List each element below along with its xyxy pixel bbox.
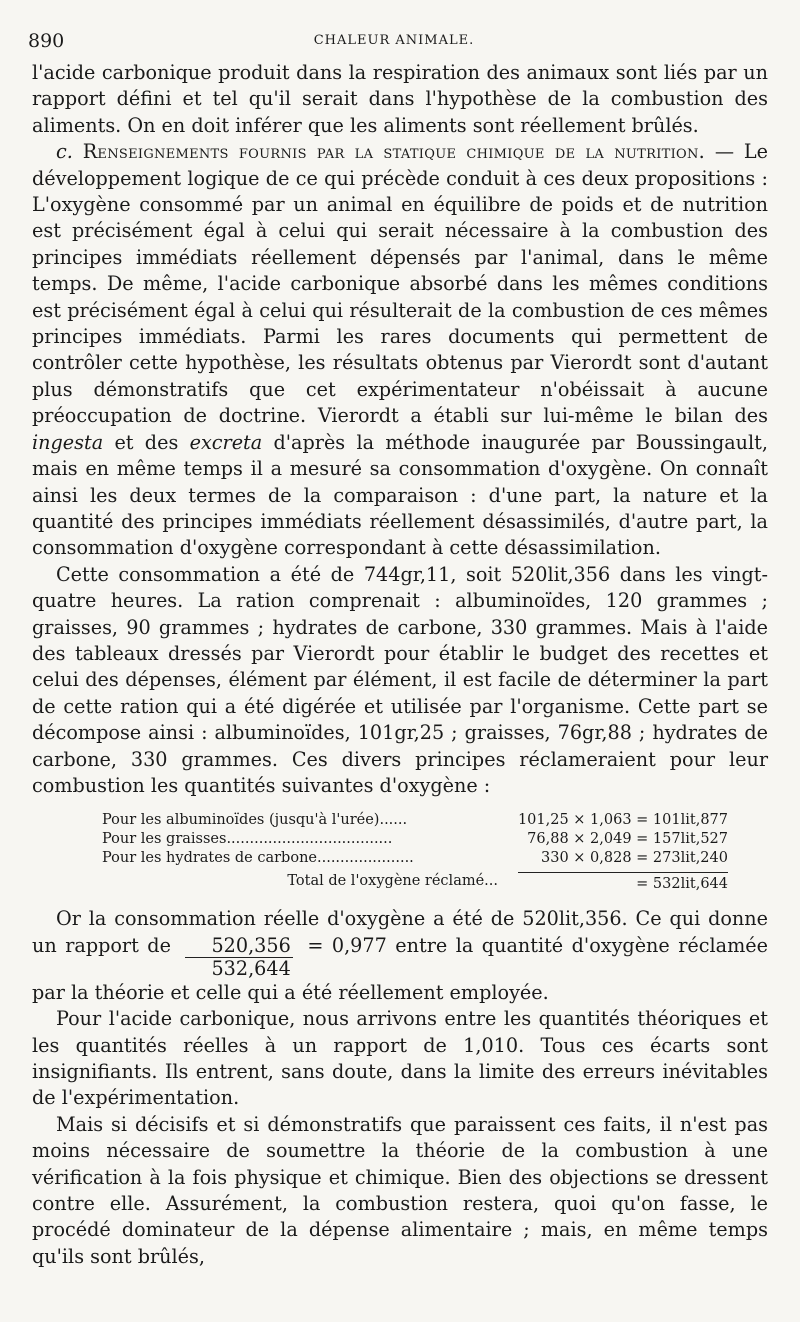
calc-total-value: = 532lit,644 [518,872,728,894]
calc-total-row [102,872,728,894]
running-title: CHALEUR ANIMALE. [313,33,475,48]
fraction-numerator: 520,356 [185,935,292,958]
paragraph-3: Cette consommation a été de 744gr,11, soit 520lit,356 dans les vingt-quatre heures. La ration comprenait : albuminoïdes, 120 grammes ; graisses, 90 grammes ; hydrates de carbone, 330 grammes. Mais à l'aide des tableaux dressés par Vierordt pour établir le budget des recettes et celui des dépenses, élément par élément, il est facile de déterminer la part de cette ration qui a été digérée et utilisée par l'organisme. Cette part se décompose ainsi : albuminoïdes, 101gr,25 ; graisses, 76gr,88 ; hydrates de carbone, 330 grammes. Ces divers principes réclameraient pour leur combustion les quantités suivantes d'oxygène : [32,562,768,797]
page-number: 890 [28,30,65,52]
calc-label: Pour les albuminoïdes (jusqu'à l'urée)...... [102,812,408,829]
ratio-fraction [185,935,292,980]
section-letter: c. [56,140,73,164]
term-excreta: excreta [189,430,263,454]
paragraph-4-text-a: Or la consommation réelle d'oxygène a été de 520lit,356. Ce qui donne un rapport de [32,907,768,957]
paragraph-1: l'acide carbonique produit dans la respiration des animaux sont liés par un rapport défini et tel qu'il serait dans l'hypothèse de la combustion des aliments. On en doit inférer que les aliments sont réellement brûlés. [32,61,768,137]
term-ingesta: ingesta [32,430,104,454]
calc-row-hydrates [102,849,728,868]
paragraph-4 [32,906,768,1006]
calc-label: Pour les hydrates de carbone..................... [102,850,414,867]
oxygen-calculation-table [102,811,728,894]
paragraph-2 [32,139,768,562]
paragraph-4-text-b: = 0,977 entre la quantité d'oxygène réclamée par la théorie et celle qui a été réellement employée. [32,933,768,1004]
calc-total-label: Total de l'oxygène réclamé... [287,873,498,890]
section-heading: Renseignements fournis par la statique chimique de la nutrition. [82,140,706,164]
paragraph-2-text-c: d'après la méthode inaugurée par Boussingault, mais en même temps il a mesuré sa consommation d'oxygène. On connaît ainsi les deux termes de la comparaison : d'une part, la nature et la quantité des principes immédiats réellement désassimilés, d'autre part, la consommation d'oxygène correspondant à cette désassimilation. [32,430,768,560]
calc-label: Pour les graisses.................................... [102,831,393,848]
calc-row-graisses [102,830,728,849]
paragraph-6: Mais si décisifs et si démonstratifs que paraissent ces faits, il n'est pas moins nécessaire de soumettre la théorie de la combustion à une vérification à la fois physique et chimique. Bien des objections se dressent contre elle. Assurément, la combustion restera, quoi qu'on fasse, le procédé dominateur de la dépense alimentaire ; mais, en même temps qu'ils sont brûlés, [32,1112,768,1268]
page-header [28,30,760,54]
calc-value: 101,25 × 1,063 = 101lit,877 [517,812,728,829]
calc-value: 76,88 × 2,049 = 157lit,527 [527,831,728,848]
paragraph-2-text-b: et des [103,430,190,454]
paragraph-2-text-a: — Le développement logique de ce qui précède conduit à ces deux propositions : L'oxygène consommé par un animal en équilibre de poids et de nutrition est précisément égal à celui qui serait nécessaire à la combustion des principes immédiats réellement dépensés par l'animal, dans le même temps. De même, l'acide carbonique absorbé dans les mêmes conditions est précisément égal à celui qui résulterait de la combustion de ces mêmes principes immédiats. Parmi les rares documents qui permettent de contrôler cette hypothèse, les résultats obtenus par Vierordt sont d'autant plus démonstratifs que cet expérimentateur n'obéissait à aucune préoccupation de doctrine. Vierordt a établi sur lui-même le bilan des [32,140,768,428]
calc-row-albuminoides [102,811,728,830]
fraction-denominator: 532,644 [211,956,291,980]
paragraph-5: Pour l'acide carbonique, nous arrivons entre les quantités théoriques et les quantités réelles à un rapport de 1,010. Tous ces écarts sont insignifiants. Ils entrent, sans doute, dans la limite des erreurs inévitables de l'expérimentation. [32,1007,768,1110]
calc-value: 330 × 0,828 = 273lit,240 [541,850,728,867]
page-body [32,60,768,1270]
